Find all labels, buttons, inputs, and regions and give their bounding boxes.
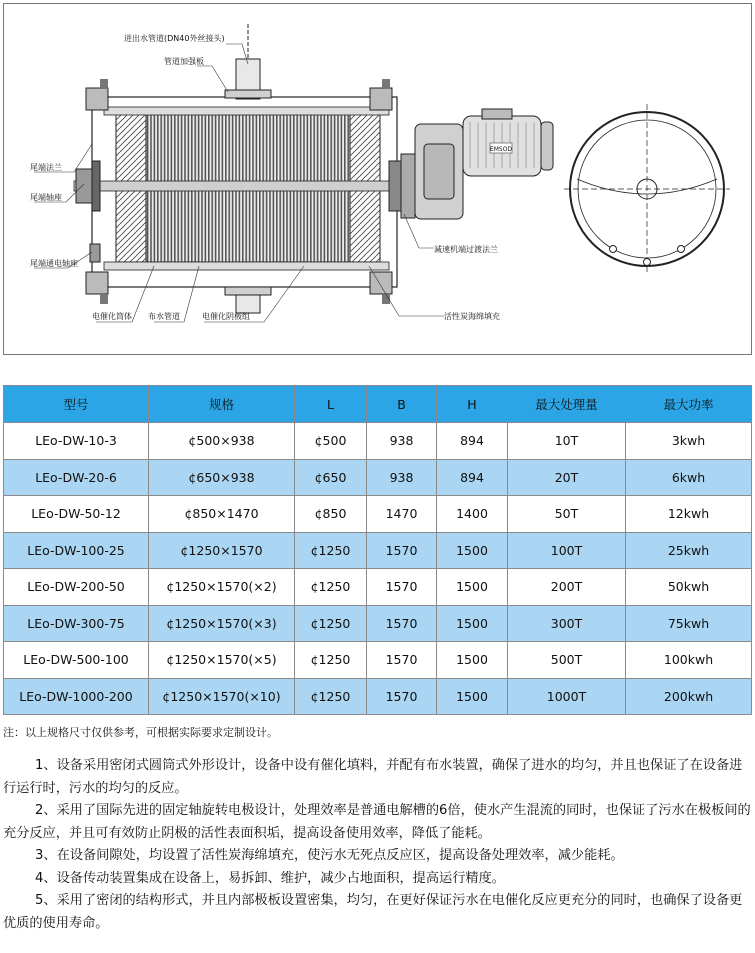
cell-h: 1500 bbox=[437, 532, 508, 569]
table-row bbox=[4, 569, 752, 606]
cell-power: 200kwh bbox=[626, 678, 752, 715]
table-row bbox=[4, 459, 752, 496]
table-row bbox=[4, 642, 752, 679]
cell-b: 1570 bbox=[367, 605, 437, 642]
cell-capacity: 10T bbox=[508, 423, 626, 460]
label-carbon-filler: 活性炭海绵填充 bbox=[444, 312, 500, 321]
cell-spec: ¢1250×1570(×5) bbox=[149, 642, 295, 679]
header-capacity: 最大处理量 bbox=[508, 386, 626, 423]
feature-item: 5、采用了密闭的结构形式，并且内部极板设置密集，均匀，在更好保证污水在电催化反应更充分的同时，也确保了设备更优质的使用寿命。 bbox=[3, 893, 743, 931]
cell-capacity: 1000T bbox=[508, 678, 626, 715]
cell-capacity: 50T bbox=[508, 496, 626, 533]
table-row bbox=[4, 678, 752, 715]
cell-spec: ¢650×938 bbox=[149, 459, 295, 496]
motor-nameplate: EMSOD bbox=[489, 146, 513, 153]
feature-item: 3、在设备间隙处，均设置了活性炭海绵填充，使污水无死点反应区，提高设备处理效率，减少能耗。 bbox=[35, 848, 624, 863]
label-catalytic-cylinder: 电催化筒体 bbox=[92, 312, 132, 321]
cell-model: LEo-DW-100-25 bbox=[4, 532, 149, 569]
cell-b: 938 bbox=[367, 423, 437, 460]
cell-b: 1570 bbox=[367, 642, 437, 679]
cell-power: 75kwh bbox=[626, 605, 752, 642]
equipment-drawing bbox=[3, 3, 752, 355]
cell-capacity: 500T bbox=[508, 642, 626, 679]
cell-model: LEo-DW-1000-200 bbox=[4, 678, 149, 715]
cell-spec: ¢1250×1570(×2) bbox=[149, 569, 295, 606]
cell-b: 1470 bbox=[367, 496, 437, 533]
cell-h: 1500 bbox=[437, 642, 508, 679]
header-spec: 规格 bbox=[149, 386, 295, 423]
cell-model: LEo-DW-500-100 bbox=[4, 642, 149, 679]
table-row bbox=[4, 532, 752, 569]
table-row bbox=[4, 496, 752, 533]
cell-power: 12kwh bbox=[626, 496, 752, 533]
cell-l: ¢1250 bbox=[295, 678, 367, 715]
technical-drawing-svg bbox=[4, 4, 751, 354]
cell-power: 25kwh bbox=[626, 532, 752, 569]
cell-model: LEo-DW-20-6 bbox=[4, 459, 149, 496]
cell-spec: ¢1250×1570 bbox=[149, 532, 295, 569]
cell-capacity: 200T bbox=[508, 569, 626, 606]
label-pipe-plate: 管道加强板 bbox=[164, 57, 204, 66]
header-power: 最大功率 bbox=[626, 386, 752, 423]
cell-power: 100kwh bbox=[626, 642, 752, 679]
cell-model: LEo-DW-200-50 bbox=[4, 569, 149, 606]
cell-power: 50kwh bbox=[626, 569, 752, 606]
end-bearing bbox=[76, 161, 100, 262]
cell-spec: ¢1250×1570(×3) bbox=[149, 605, 295, 642]
cell-l: ¢1250 bbox=[295, 642, 367, 679]
cell-l: ¢1250 bbox=[295, 532, 367, 569]
cell-l: ¢1250 bbox=[295, 605, 367, 642]
label-reducer-flange: 减速机端过渡法兰 bbox=[434, 245, 498, 254]
cell-h: 894 bbox=[437, 459, 508, 496]
feature-item: 4、设备传动装置集成在设备上，易拆卸、维护，减少占地面积，提高运行精度。 bbox=[35, 870, 505, 886]
cell-capacity: 100T bbox=[508, 532, 626, 569]
label-cathode-anode: 电催化阴极组 bbox=[202, 312, 250, 321]
end-view-circle bbox=[564, 104, 730, 274]
motor-assembly bbox=[389, 109, 553, 219]
cell-power: 3kwh bbox=[626, 423, 752, 460]
cell-capacity: 20T bbox=[508, 459, 626, 496]
cell-l: ¢650 bbox=[295, 459, 367, 496]
cell-b: 1570 bbox=[367, 569, 437, 606]
cell-b: 1570 bbox=[367, 678, 437, 715]
feature-item: 2、采用了国际先进的固定轴旋转电极设计，处理效率是普通电解槽的6倍，使水产生混流的同时，也保证了污水在极板间的充分反应，并且可有效防止阴极的活性表面积垢，提高设备使用效率，降低了能耗。 bbox=[3, 803, 751, 841]
cell-spec: ¢1250×1570(×10) bbox=[149, 678, 295, 715]
cell-l: ¢1250 bbox=[295, 569, 367, 606]
cell-spec: ¢500×938 bbox=[149, 423, 295, 460]
table-row bbox=[4, 423, 752, 460]
cell-l: ¢850 bbox=[295, 496, 367, 533]
header-h: H bbox=[437, 386, 508, 423]
cylinder-housing bbox=[74, 97, 419, 287]
header-b: B bbox=[367, 386, 437, 423]
cell-spec: ¢850×1470 bbox=[149, 496, 295, 533]
label-end-conductive: 尾端通电轴座 bbox=[30, 259, 78, 268]
table-row bbox=[4, 605, 752, 642]
label-inlet-pipe: 进出水管道(DN40外丝接头) bbox=[124, 34, 225, 43]
spec-table bbox=[3, 385, 752, 715]
cell-b: 1570 bbox=[367, 532, 437, 569]
cell-h: 1500 bbox=[437, 569, 508, 606]
label-distribution-pipe: 布水管道 bbox=[148, 312, 180, 321]
feature-item: 1、设备采用密闭式圆筒式外形设计，设备中设有催化填料，并配有布水装置，确保了进水的均匀，并且也保证了在设备进行运行时，污水的均匀的反应。 bbox=[3, 758, 743, 796]
feature-list bbox=[3, 755, 751, 935]
cell-model: LEo-DW-10-3 bbox=[4, 423, 149, 460]
label-end-flange: 尾端法兰 bbox=[30, 163, 62, 172]
cell-h: 1400 bbox=[437, 496, 508, 533]
cell-capacity: 300T bbox=[508, 605, 626, 642]
header-model: 型号 bbox=[4, 386, 149, 423]
label-end-bearing: 尾端轴座 bbox=[30, 193, 62, 202]
cell-h: 1500 bbox=[437, 678, 508, 715]
cell-h: 894 bbox=[437, 423, 508, 460]
table-note: 注：以上规格尺寸仅供参考，可根据实际要求定制设计。 bbox=[3, 726, 278, 739]
cell-h: 1500 bbox=[437, 605, 508, 642]
header-l: L bbox=[295, 386, 367, 423]
cell-l: ¢500 bbox=[295, 423, 367, 460]
cell-power: 6kwh bbox=[626, 459, 752, 496]
cell-model: LEo-DW-50-12 bbox=[4, 496, 149, 533]
cell-b: 938 bbox=[367, 459, 437, 496]
cell-model: LEo-DW-300-75 bbox=[4, 605, 149, 642]
table-header-row bbox=[4, 386, 752, 423]
